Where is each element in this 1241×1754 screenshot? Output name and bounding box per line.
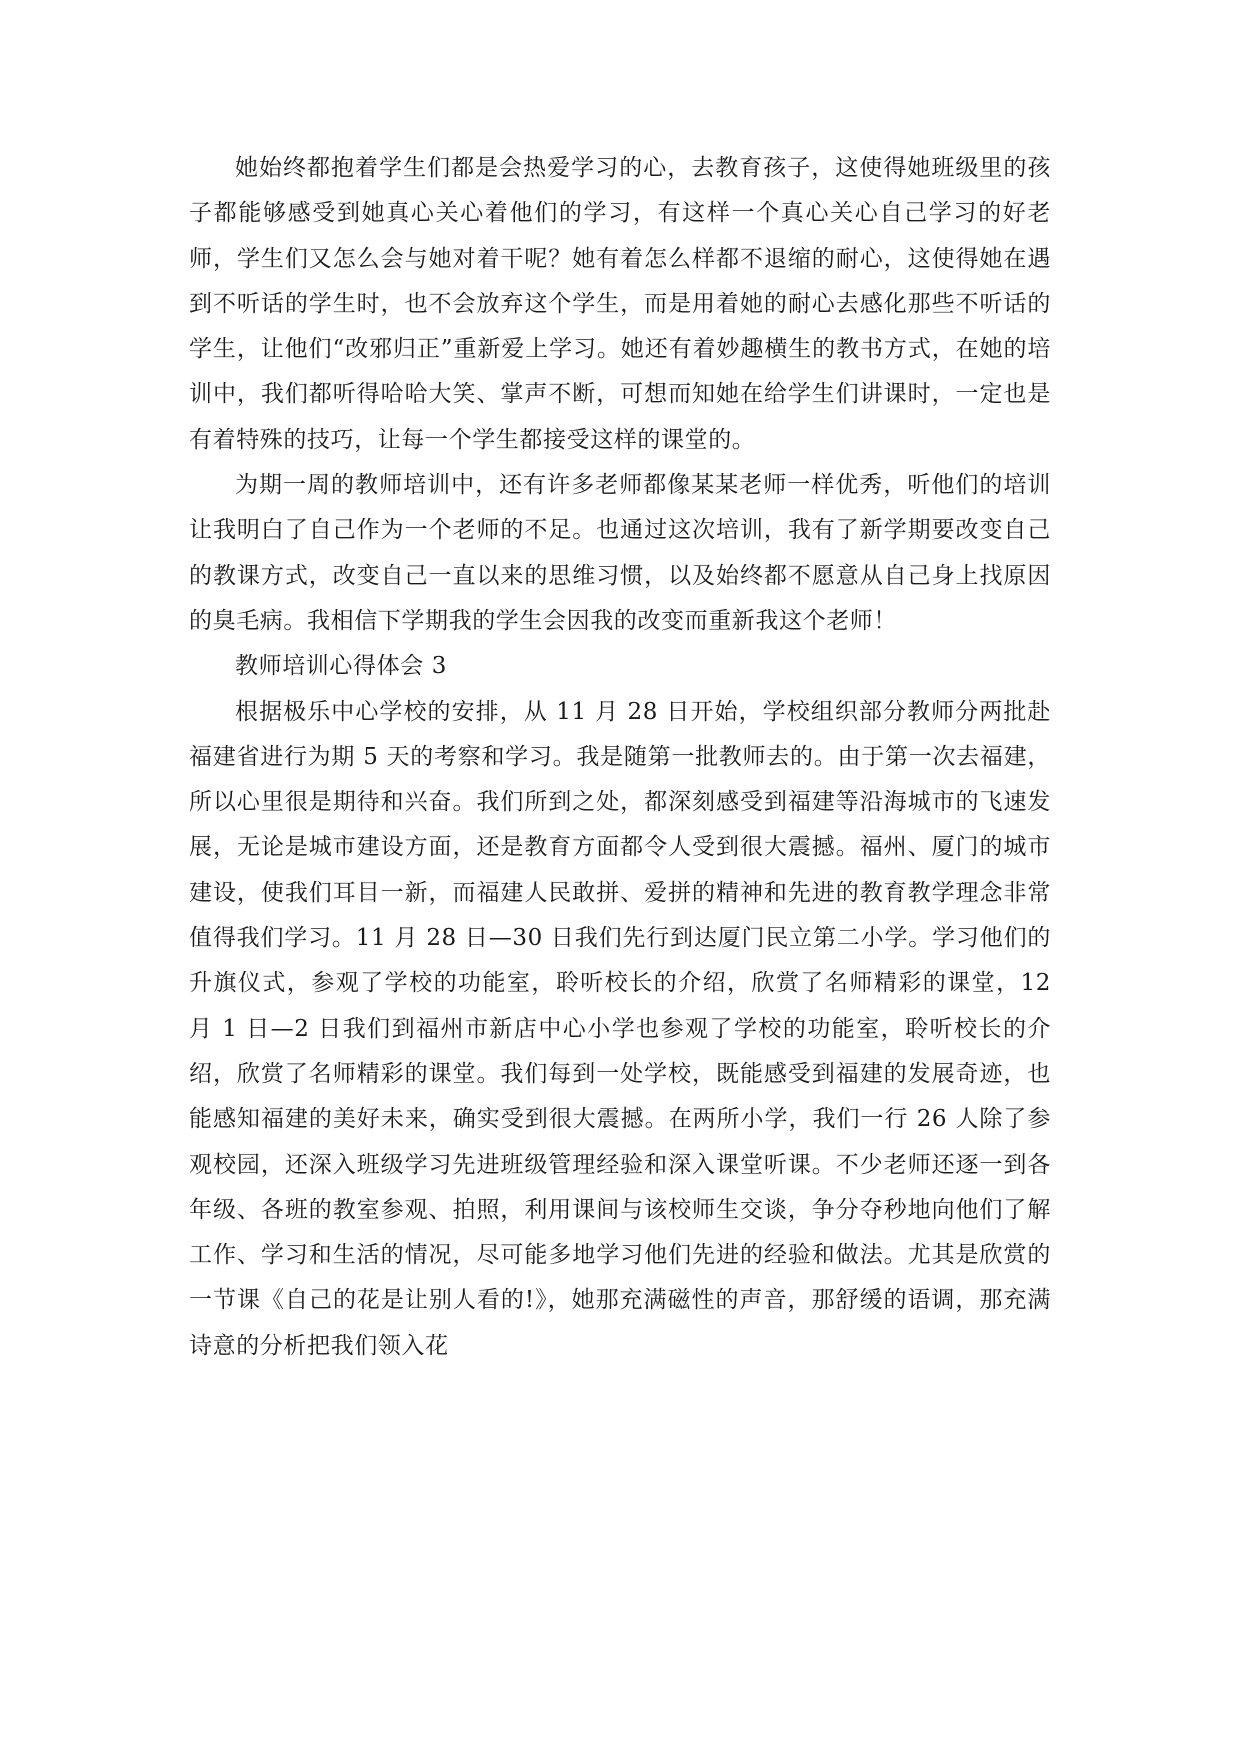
paragraph: 为期一周的教师培训中，还有许多老师都像某某老师一样优秀，听他们的培训让我明白了自己作为一个老师的不足。也通过这次培训，我有了新学期要改变自己的教课方式，改变自己一直以来的思维习惯，以及始终都不愿意从自己身上找原因的臭毛病。我相信下学期我的学生会因我的改变而重新我这个老师！ (189, 472, 1051, 634)
section-heading: 教师培训心得体会 3 (235, 653, 447, 680)
paragraph: 根据极乐中心学校的安排，从 11 月 28 日开始，学校组织部分教师分两批赴福建省进行为期 5 天的考察和学习。我是随第一批教师去的。由于第一次去福建，所以心里很是期待和兴奋。我们所到之处，都深刻感受到福建等沿海城市的飞速发展，无论是城市建设方面，还是教育方面都令人受到很大震撼。福州、厦门的城市建设，使我们耳目一新，而福建人民敢拼、爱拼的精神和先进的教育教学理念非常值得我们学习。11 月 28 日—30 日我们先行到达厦门民立第二小学。学习他们的升旗仪式，参观了学校的功能室，聆听校长的介绍，欣赏了名师精彩的课堂，12 月 1 日—2 日我们到福州市新店中心小学也参观了学校的功能室，聆听校长的介绍，欣赏了名师精彩的课堂。我们每到一处学校，既能感受到福建的发展奇迹，也能感知福建的美好未来，确实受到很大震撼。在两所小学，我们一行 26 人除了参观校园，还深入班级学习先进班级管理经验和深入课堂听课。不少老师还逐一到各年级、各班的教室参观、拍照，利用课间与该校师生交谈，争分夺秒地向他们了解工作、学习和生活的情况，尽可能多地学习他们先进的经验和做法。尤其是欣赏的一节课《自己的花是让别人看的!》，她那充满磁性的声音，那舒缓的语调，那充满诗意的分析把我们领入花 (189, 698, 1051, 1359)
document-body (189, 146, 1051, 1369)
paragraph: 她始终都抱着学生们都是会热爱学习的心，去教育孩子，这使得她班级里的孩子都能够感受到她真心关心着他们的学习，有这样一个真心关心自己学习的好老师，学生们又怎么会与她对着干呢？她有着怎么样都不退缩的耐心，这使得她在遇到不听话的学生时，也不会放弃这个学生，而是用着她的耐心去感化那些不听话的学生，让他们“改邪归正”重新爱上学习。她还有着妙趣横生的教书方式，在她的培训中，我们都听得哈哈大笑、掌声不断，可想而知她在给学生们讲课时，一定也是有着特殊的技巧，让每一个学生都接受这样的课堂的。 (189, 155, 1051, 453)
